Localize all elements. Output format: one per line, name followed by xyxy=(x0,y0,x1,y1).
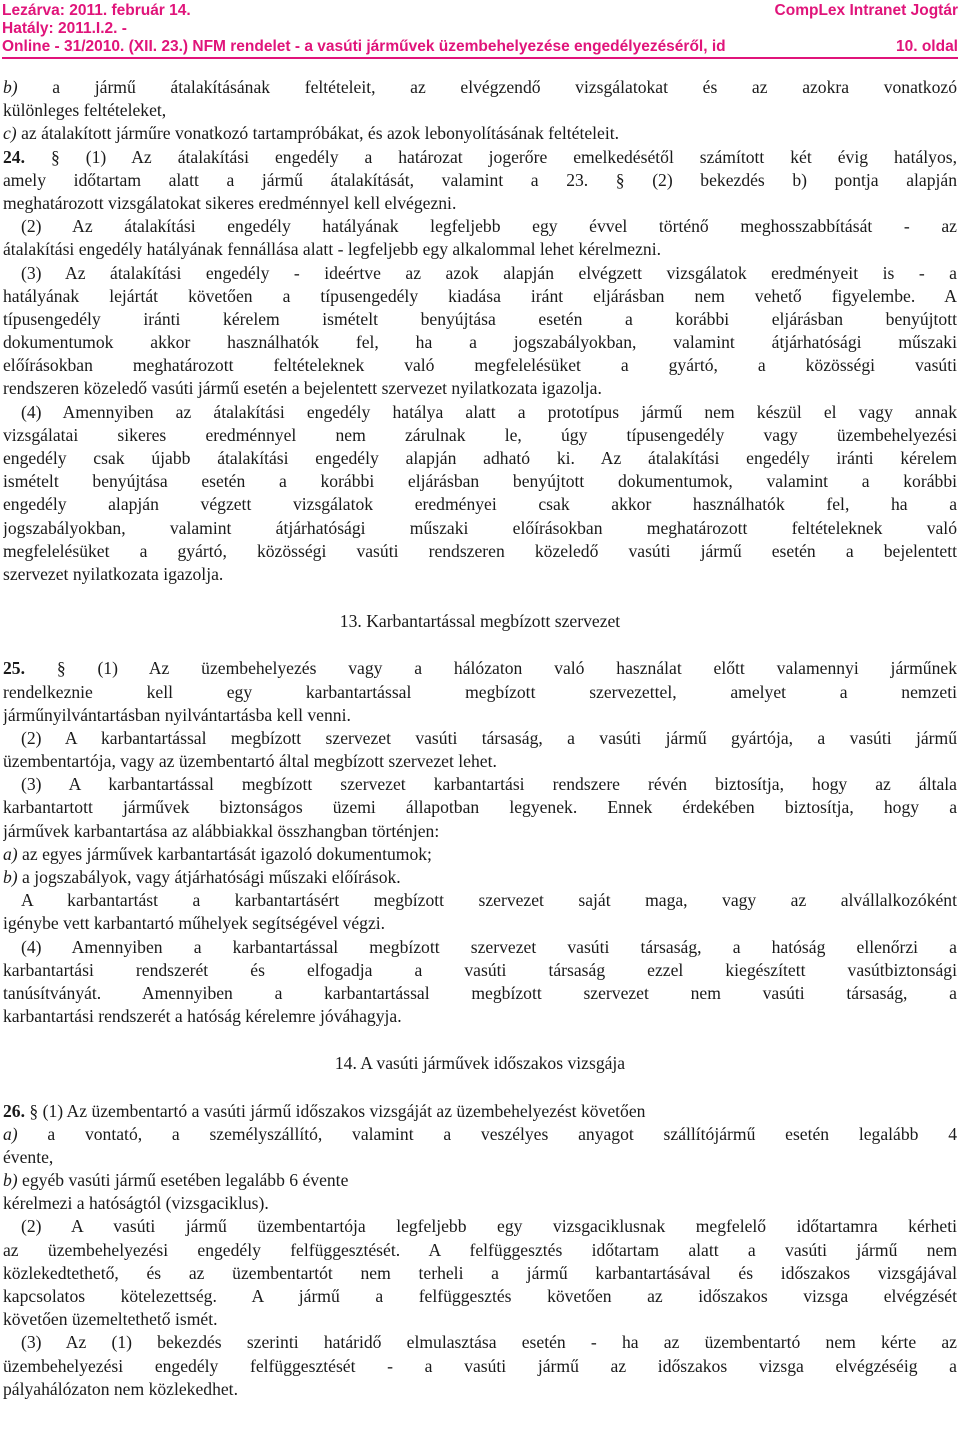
header-validity: Hatály: 2011.I.2. - xyxy=(2,20,127,37)
document-body xyxy=(3,76,957,1401)
text-line: igénybe vett karbantartó műhelyek segítségével végzi. xyxy=(3,913,386,934)
text-line: dokumentumok akkor használhatók fel, ha a jogszabályokban, valamint átjárhatósági műszaki xyxy=(3,332,957,353)
text-line: üzembentartója, vagy az üzembentartó által megbízott szervezet lehet. xyxy=(3,751,497,772)
list-marker: a) xyxy=(3,843,18,864)
text-line: közlekedtethető, és az üzembentartót nem terheli a jármű karbantartásával és időszakos vizsgájával xyxy=(3,1262,957,1283)
text-line: rendelkeznie kell egy karbantartással megbízott szervezettel, amelyet a nemzeti xyxy=(3,681,957,702)
section-spacer xyxy=(3,1076,957,1100)
text-line: (3) A karbantartással megbízott szervezet karbantartási rendszere révén biztosítja, hogy az általa xyxy=(21,774,957,795)
text-line: évente, xyxy=(3,1146,54,1167)
text-line: meghatározott vizsgálatokat sikeres eredménnyel kell elvégezni. xyxy=(3,192,457,213)
text-line: engedély alapján végzett vizsgálatok eredményei csak akkor használhatók fel, ha a xyxy=(3,494,957,515)
text-line: c) az átalakított járműre vonatkozó tartampróbákat, és azok lebonyolításának feltételeit. xyxy=(3,123,620,144)
list-marker: c) xyxy=(3,123,17,144)
section-spacer xyxy=(3,586,957,610)
header-brand: CompLex Intranet Jogtár xyxy=(774,2,958,19)
text-line: karbantartási rendszerét és elfogadja a vasúti társaság ezzel kiegészített vasútbiztonsági xyxy=(3,959,957,980)
text-line: b) egyéb vasúti jármű esetében legalább 6 évente xyxy=(3,1170,349,1191)
text-line: ismételt benyújtása esetén a korábbi eljárásban benyújtott dokumentumok, valamint a korábbi xyxy=(3,471,957,492)
section-spacer xyxy=(3,633,957,657)
text-line: (3) Az (1) bekezdés szerinti határidő elmulasztása esetén - ha az üzembentartó nem kérte az xyxy=(21,1332,957,1353)
header-row-2 xyxy=(2,20,958,38)
text-line: tanúsítványát. Amennyiben a karbantartással megbízott szervezet nem vasúti társaság, a xyxy=(3,982,957,1003)
section-heading: 14. A vasúti járművek időszakos vizsgája xyxy=(334,1053,626,1074)
text-line: (3) Az átalakítási engedély - ideértve az azok alapján elvégzett vizsgálatok eredményeit is - a xyxy=(21,262,957,283)
section-spacer xyxy=(3,1028,957,1052)
text-line: kérelmezi a hatóságtól (vizsgaciklus). xyxy=(3,1193,269,1214)
text-line: 24. § (1) Az átalakítási engedély a határozat jogerőre emelkedésétől számított két évig hatályos, xyxy=(3,146,957,167)
text-line: amely időtartam alatt a jármű átalakítását, valamint a 23. § (2) bekezdés b) pontja alapján xyxy=(3,169,957,190)
text-line: különleges feltételeket, xyxy=(3,100,167,121)
text-line: karbantartott járművek biztonságos üzemi állapotban legyenek. Ennek érdekében biztosítja, hogy a xyxy=(3,797,957,818)
header-page-number: 10. oldal xyxy=(895,38,958,55)
text-line: kapcsolatos kötelezettség. A jármű a felfüggesztés követően az időszakos vizsga elvégzését xyxy=(3,1286,957,1306)
text-line: karbantartási rendszerét a hatóság kérelemre jóváhagyja. xyxy=(3,1006,402,1027)
text-line: hatályának lejártát követően a típusengedély kiadása iránt eljárásban nem vehető figyelembe. A xyxy=(3,285,957,306)
header-closing-date: Lezárva: 2011. február 14. xyxy=(2,2,191,19)
header-row-1 xyxy=(2,2,958,20)
paragraph-number: 25. xyxy=(3,658,25,679)
text-line: a) a vontató, a személyszállító, valamint a veszélyes anyagot szállítójármű esetén legalább 4 xyxy=(3,1123,957,1144)
text-line: szervezet nyilatkozata igazolja. xyxy=(3,563,224,584)
text-line: jogszabályokban, valamint átjárhatósági műszaki előírásokban meghatározott feltételeknek való xyxy=(3,517,957,538)
text-line: A karbantartást a karbantartásért megbízott szervezet saját maga, vagy az alvállalkozóként xyxy=(21,890,957,911)
text-line: járműnyilvántartásban nyilvántartásba kell venni. xyxy=(3,704,351,725)
text-line: a) az egyes járművek karbantartását igazoló dokumentumok; xyxy=(3,843,432,864)
text-line: 25. § (1) Az üzembehelyezés vagy a hálózaton való használat előtt valamennyi járműnek xyxy=(3,658,957,679)
text-line: (4) Amennyiben az átalakítási engedély hatálya alatt a prototípus jármű nem készül el vagy annak xyxy=(21,401,957,422)
text-line: b) a jogszabályok, vagy átjárhatósági műszaki előírások. xyxy=(3,867,401,887)
paragraph-number: 26. xyxy=(3,1100,25,1121)
list-marker: b) xyxy=(3,1170,18,1191)
text-line: (4) Amennyiben a karbantartással megbízott szervezet vasúti társaság, a hatóság ellenőrzi a xyxy=(21,936,957,957)
text-line: típusengedély iránti kérelem ismételt benyújtása esetén a korábbi eljárásban benyújtott xyxy=(3,308,957,329)
section-heading: 13. Karbantartással megbízott szervezet xyxy=(339,611,621,632)
text-line: engedély csak újabb átalakítási engedély alapján adható ki. Az átalakítási engedély iránti kérelem xyxy=(3,448,957,468)
header-divider xyxy=(2,57,958,59)
list-marker: b) xyxy=(3,867,18,887)
text-line: pályahálózaton nem közlekedhet. xyxy=(3,1378,238,1399)
text-line: (2) Az átalakítási engedély hatályának legfeljebb egy évvel történő meghosszabbítását - az xyxy=(21,216,957,237)
list-marker: b) xyxy=(3,77,18,97)
header-document-title: Online - 31/2010. (XII. 23.) NFM rendelet - a vasúti járművek üzembehelyezése engedélyezéséről, id xyxy=(2,38,726,55)
text-line: rendszeren közeledő vasúti jármű esetén a bejelentett szervezet nyilatkozata igazolja. xyxy=(3,378,602,399)
text-line: 26. § (1) Az üzembentartó a vasúti jármű időszakos vizsgáját az üzembehelyezést követően xyxy=(3,1100,646,1121)
page-header xyxy=(2,2,958,58)
text-line: megfelelésüket a gyártó, közösségi vasúti rendszeren közeledő vasúti jármű esetén a bejelentett xyxy=(3,540,957,561)
text-line: előírásokban meghatározott feltételeknek való megfelelésüket a gyártó, a közösségi vasúti xyxy=(3,355,957,376)
list-marker: a) xyxy=(3,1123,18,1144)
text-line: (2) A karbantartással megbízott szervezet vasúti társaság, a vasúti jármű gyártója, a vasúti jármű xyxy=(21,727,957,748)
text-line: járművek karbantartása az alábbiakkal összhangban történjen: xyxy=(3,820,440,841)
header-row-3 xyxy=(2,38,958,56)
text-line: az üzembehelyezési engedély felfüggesztését. A felfüggesztés időtartam alatt a vasúti jármű nem xyxy=(3,1239,957,1260)
text-line: (2) A vasúti jármű üzembentartója legfeljebb egy vizsgaciklusnak megfelelő időtartamra kérheti xyxy=(21,1216,957,1237)
paragraph-number: 24. xyxy=(3,146,25,167)
text-line: üzembehelyezési engedély felfüggesztését - a vasúti jármű az időszakos vizsga elvégzéséig a xyxy=(3,1355,957,1376)
text-line: követően üzemeltethető ismét. xyxy=(3,1309,218,1330)
text-line: b) a jármű átalakításának feltételeit, az elvégzendő vizsgálatokat és az azokra vonatkozó xyxy=(3,77,957,97)
text-line: átalakítási engedély hatályának fennállása alatt - legfeljebb egy alkalommal lehet kérelmezni. xyxy=(3,239,661,260)
text-line: vizsgálatai sikeres eredménnyel nem zárulnak le, úgy típusengedély vagy üzembehelyezési xyxy=(3,424,957,445)
